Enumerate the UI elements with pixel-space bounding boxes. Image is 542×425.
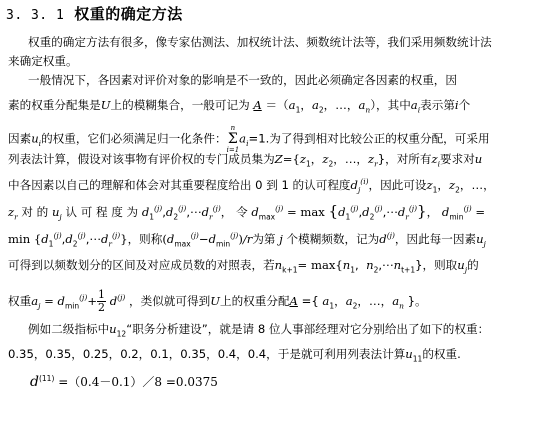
paragraph-1-line-1: 权重的确定方法有很多，像专家估测法、加权统计法、频数统计法等，我们采用频数统计法 <box>28 35 492 49</box>
paragraph-2-line-7: $\min \{d_1^{(j)},d_2^{(j)},\cdots d_r^{(j)}\}$，则称$(d_{max}^{(j)}-d_{min}^{(j)})/r$为第 j 个模糊频数，记为$d^{(j)}$，因此每一因素$u_j$ <box>8 231 486 249</box>
formula-line: $d^{(11)}$ =（0.4－0.1）／8 =0.0375 <box>30 374 218 390</box>
paragraph-1-line-2: 来确定权重。 <box>8 54 78 68</box>
paragraph-2-line-2: 素的权重分配集是U上的模糊集合，一般可记为 $A =(a_1$，$a_2$，…，$a_n$），其中$a_i$表示第i个 <box>8 98 471 115</box>
summation-symbol: n Σ i=1 <box>226 124 240 154</box>
paragraph-2-line-1: 一般情况下，各因素对评价对象的影响是不一致的，因此必须确定各因素的权重，因 <box>28 73 457 87</box>
paragraph-2-line-8: 可得到以频数划分的区间及对应成员数的对照表，若$n_{k+1}= \max\{n_1$, $n_2,\cdots n_{t+1}$}，则取$u_j$的 <box>8 258 479 275</box>
section-heading <box>6 4 536 26</box>
fraction-one-half: $\frac{1}{2}$ <box>98 288 106 314</box>
paragraph-2-line-3: 因素$u_i$的权重，它们必须满足归一化条件： n Σ i=1 $a_i=1$.为了得到相对比较公正的权重分配，可采用 <box>8 124 490 154</box>
paragraph-2-line-4: 列表法计算，假设对该事物有评价权的专门成员集为$Z=\{z_1$，$z_2$，…，$z_r$}，对所有$z_i$要求对u <box>8 152 483 169</box>
paragraph-2-line-5: 中各因素以自己的理解和体会对其重要程度给出 0 到 1 的认可程度$d_j^{(i)}$，因此可设$z_1$，$z_2$，…， <box>8 177 495 195</box>
paragraph-3-line-1: 例如二级指标中$u_{12}“$职务分析建设”，就是请 8 位人事部经理对它分别给出了如下的权重： <box>28 322 490 339</box>
section-number: 3. 3. 1 <box>6 8 65 23</box>
paragraph-2-line-6: $z_r$ 对 的 $u_j$ 认 可 程 度 为 $d_1^{(j)},d_2^{(j)},\cdots d_r^{(j)}$， 令 $d_{max}^{(j)} = \max$ $\{d_1^{(j)},d_2^{(j)},\cdots d_r^{(j)}\}$， $d_{min}^{(j)}$ = <box>8 202 486 222</box>
paragraph-3-line-2: 0.35，0.35，0.25，0.2，0.1，0.35，0.4，0.4，于是就可利用列表法计算$u_{11}$的权重. <box>8 347 461 364</box>
paragraph-2-line-9: 权重$a_j = d_{min}^{(j)}+$ $\frac{1}{2}$ $d^{(j)}$ ，类似就可得到U上的权重分配A ={ $a_1$，$a_2$，…，$a_n$ }。 <box>8 288 427 314</box>
section-title: 权重的确定方法 <box>74 5 183 23</box>
